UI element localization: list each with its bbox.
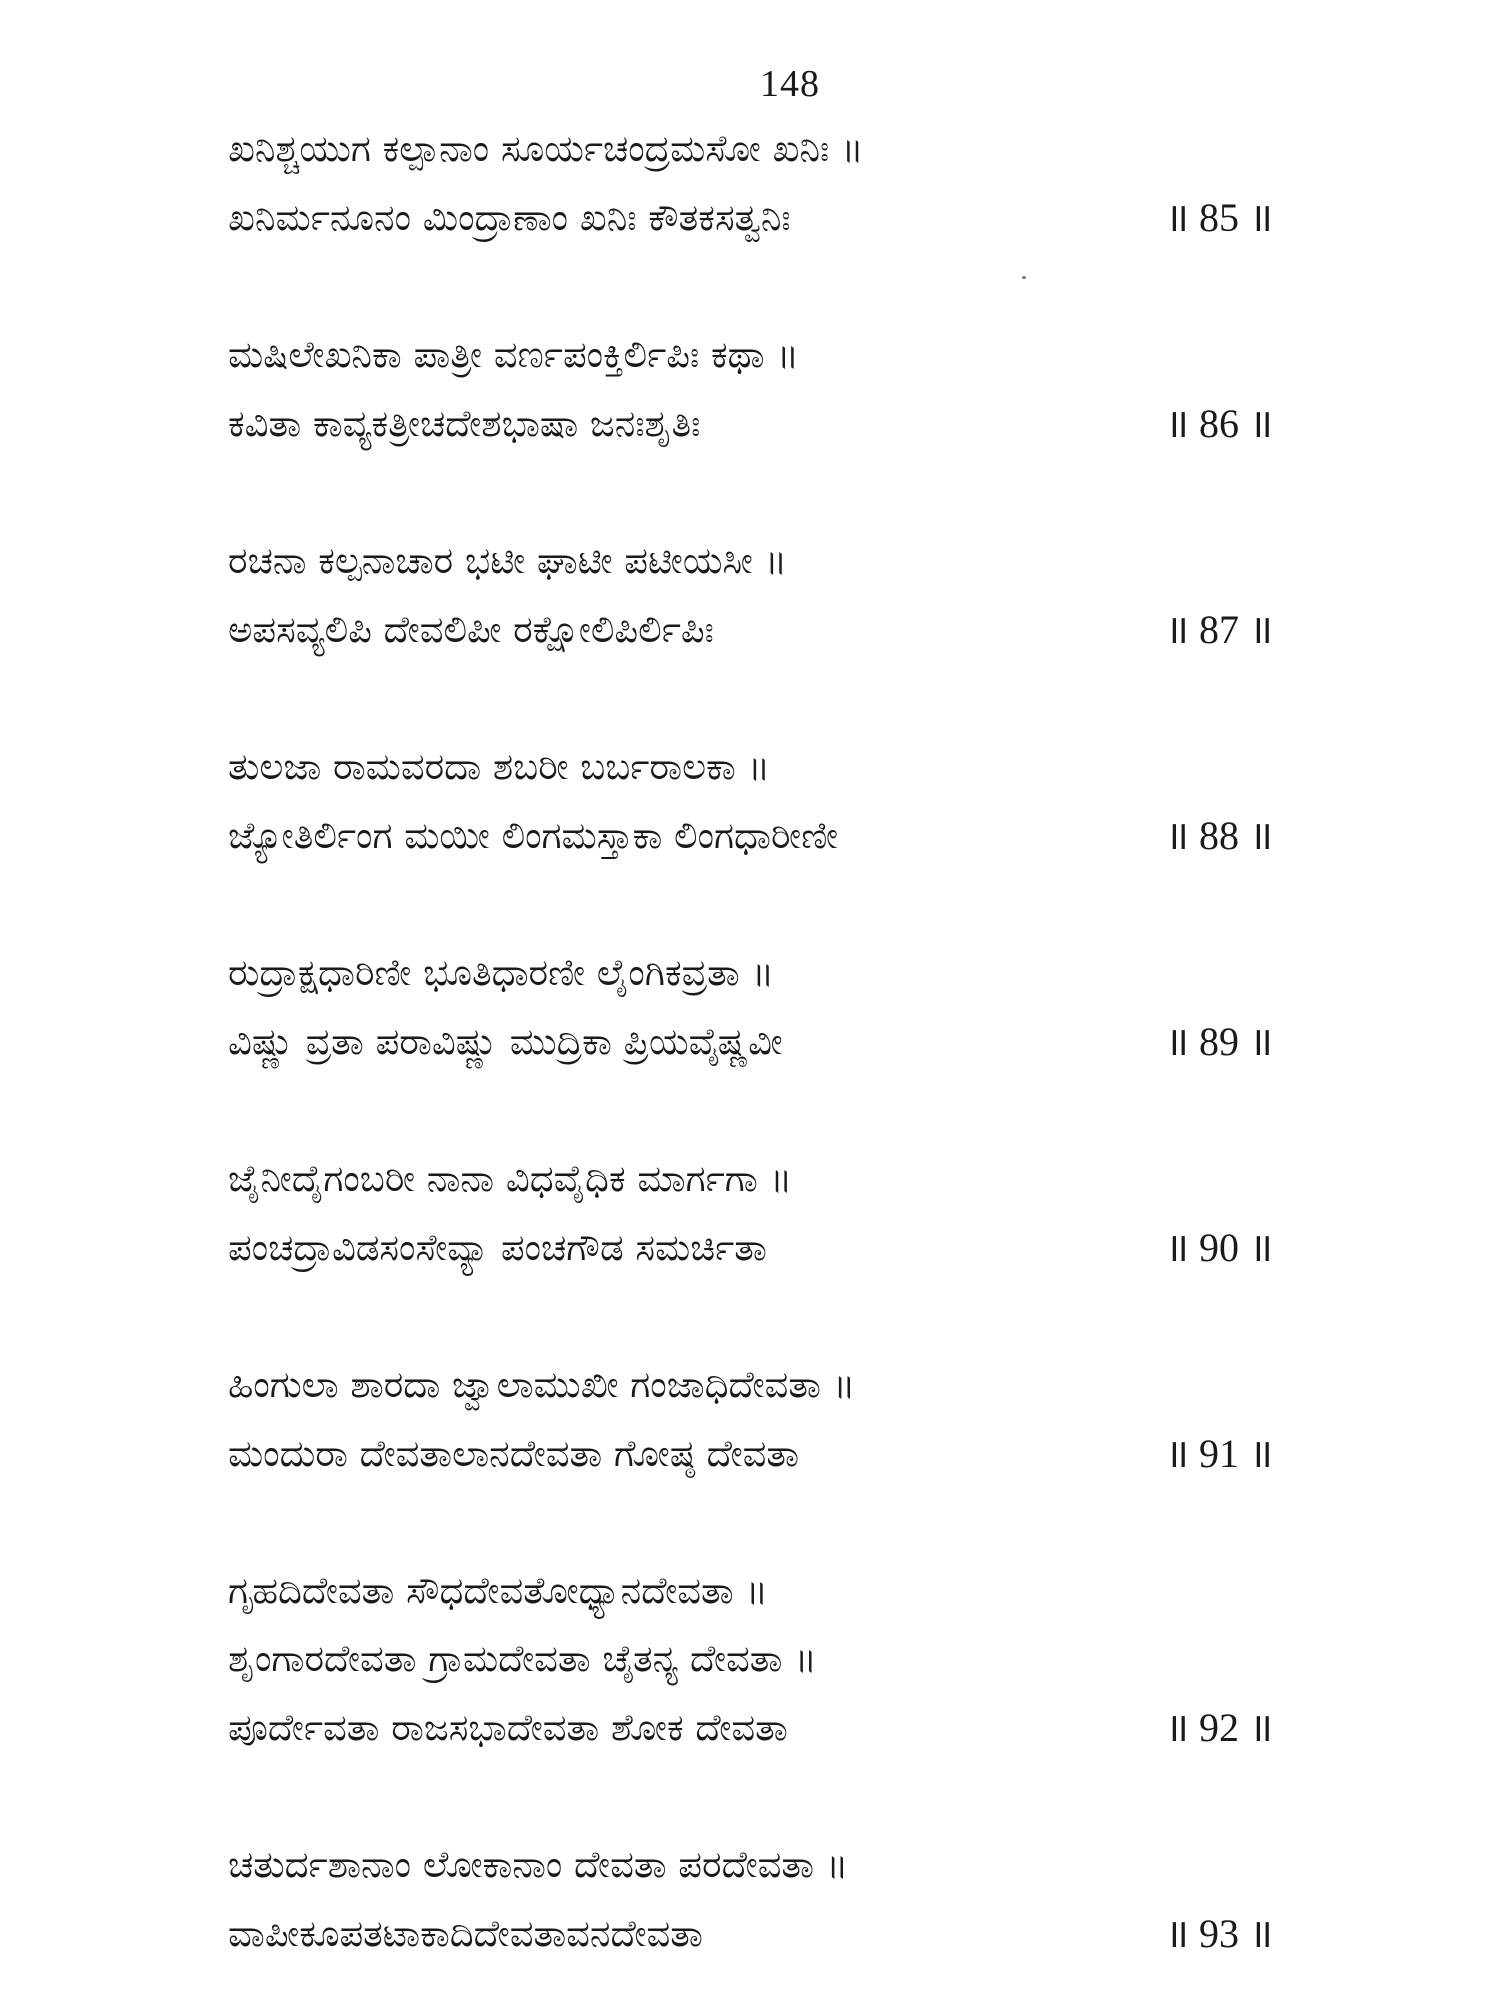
verse-93-line-2: ವಾಪೀಕೂಪತಟಾಕಾದಿದೇವತಾವನದೇವತಾ xyxy=(228,1912,703,1955)
verse-91-line-1: ಹಿಂಗುಲಾ ಶಾರದಾ ಜ್ವಾಲಾಮುಖೀ ಗಂಜಾಧಿದೇವತಾ ॥ xyxy=(228,1363,856,1406)
verse-87-line-1: ರಚನಾ ಕಲ್ಪನಾಚಾರ ಭಟೀ ಘಾಟೀ ಪಟೀಯಸೀ ॥ xyxy=(228,539,788,582)
page-number: 148 xyxy=(760,63,820,105)
verse-89-number: ॥ 89 ॥ xyxy=(1165,1019,1273,1064)
verse-85-line-1: ಖನಿಶ್ಚಯುಗ ಕಲ್ಪಾನಾಂ ಸೂರ್ಯಚಂದ್ರಮಸೋ ಖನಿಃ ॥ xyxy=(228,127,864,170)
verse-92-line-2: ಶೃಂಗಾರದೇವತಾ ಗ್ರಾಮದೇವತಾ ಚೈತನ್ಯ ದೇವತಾ ॥ xyxy=(228,1637,817,1680)
verse-85-number: ॥ 85 ॥ xyxy=(1165,195,1273,240)
verse-86-line-2: ಕವಿತಾ ಕಾವ್ಯಕತ್ರೀಚದೇಶಭಾಷಾ ಜನಃಶೃತಿಃ xyxy=(228,402,701,445)
verse-90-line-1: ಜೈನೀದೈಗಂಬರೀ ನಾನಾ ವಿಧವೈಧಿಕ ಮಾರ್ಗಗಾ ॥ xyxy=(228,1157,793,1200)
verse-92-number: ॥ 92 ॥ xyxy=(1165,1705,1273,1750)
verse-88-line-1: ತುಲಜಾ ರಾಮವರದಾ ಶಬರೀ ಬರ್ಬರಾಲಕಾ ॥ xyxy=(228,745,771,788)
verse-91-number: ॥ 91 ॥ xyxy=(1165,1431,1273,1476)
verse-93-line-1: ಚತುರ್ದಶಾನಾಂ ಲೋಕಾನಾಂ ದೇವತಾ ಪರದೇವತಾ ॥ xyxy=(228,1843,849,1886)
verse-91-line-2: ಮಂದುರಾ ದೇವತಾಲಾನದೇವತಾ ಗೋಷ್ಠ ದೇವತಾ xyxy=(228,1432,800,1475)
verse-86-line-1: ಮಷಿಲೇಖನಿಕಾ ಪಾತ್ರೀ ವರ್ಣಪಂಕ್ತಿರ್ಲಿಪಿಃ ಕಥಾ ॥ xyxy=(228,333,799,376)
verse-92-line-1: ಗೃಹದಿದೇವತಾ ಸೌಧದೇವತೋಧ್ಯಾನದೇವತಾ ॥ xyxy=(228,1569,769,1612)
verse-93-number: ॥ 93 ॥ xyxy=(1165,1911,1273,1956)
verse-86-number: ॥ 86 ॥ xyxy=(1165,401,1273,446)
verse-92-line-3: ಪೂರ್ದೇವತಾ ರಾಜಸಭಾದೇವತಾ ಶೋಕ ದೇವತಾ xyxy=(228,1706,788,1749)
verse-87-line-2: ಅಪಸವ್ಯಲಿಪಿ ದೇವಲಿಪೀ ರಕ್ಷೋಲಿಪಿರ್ಲಿಪಿಃ xyxy=(228,608,714,651)
print-speck xyxy=(1022,276,1026,279)
verse-85-line-2: ಖನಿರ್ಮನೂನಂ ಮಿಂದ್ರಾಣಾಂ ಖನಿಃ ಕೌತಕಸತ್ವನಿಃ xyxy=(228,196,791,239)
verse-89-line-2: ವಿಷ್ಣು ವ್ರತಾ ಪರಾವಿಷ್ಣು ಮುದ್ರಿಕಾ ಪ್ರಿಯವೈಷ್ಣವೀ xyxy=(228,1020,783,1063)
verse-88-line-2: ಜ್ಯೋತಿರ್ಲಿಂಗ ಮಯೀ ಲಿಂಗಮಸ್ತಾಕಾ ಲಿಂಗಧಾರೀಣೀ xyxy=(228,814,839,857)
verse-90-line-2: ಪಂಚದ್ರಾವಿಡಸಂಸೇವ್ಯಾ ಪಂಚಗೌಡ ಸಮರ್ಚಿತಾ xyxy=(228,1226,767,1269)
verse-89-line-1: ರುದ್ರಾಕ್ಷಧಾರಿಣೀ ಭೂತಿಧಾರಣೀ ಲೈಂಗಿಕವ್ರತಾ ॥ xyxy=(228,951,775,994)
verse-87-number: ॥ 87 ॥ xyxy=(1165,607,1273,652)
verse-88-number: ॥ 88 ॥ xyxy=(1165,813,1273,858)
verse-90-number: ॥ 90 ॥ xyxy=(1165,1225,1273,1270)
